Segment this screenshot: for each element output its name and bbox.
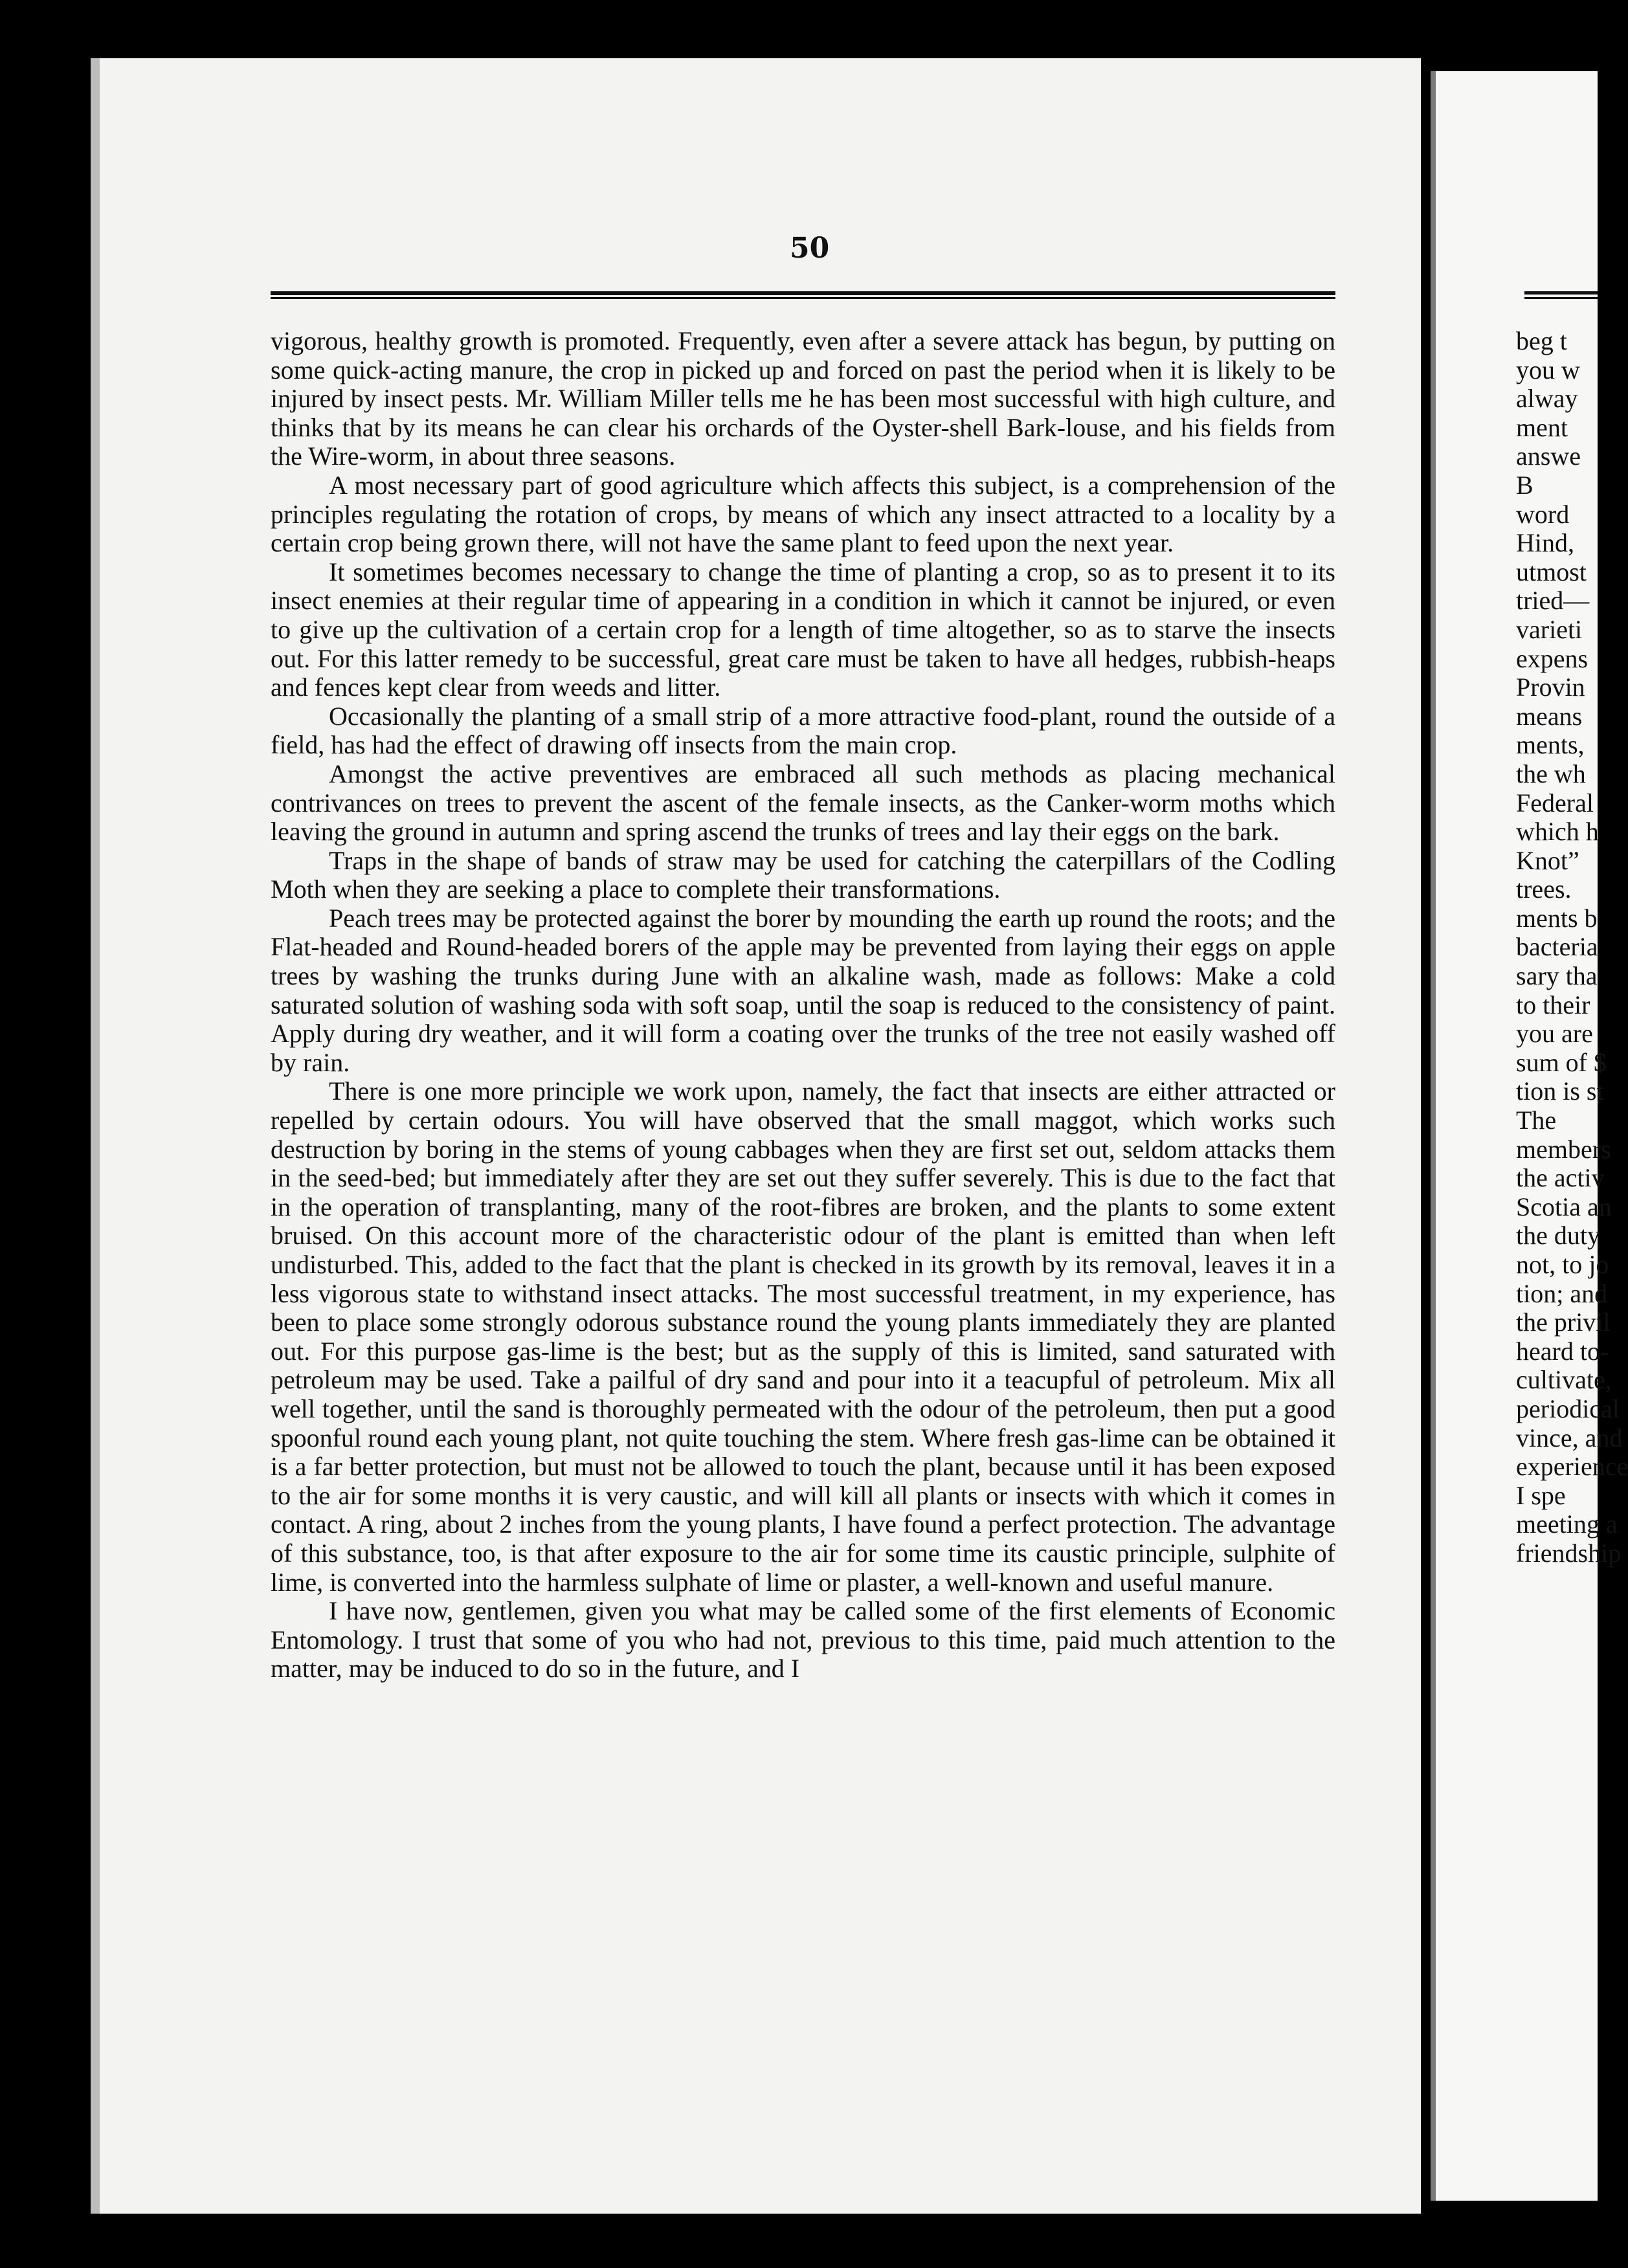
right-column-line: tried—: [1516, 586, 1590, 616]
header-rule: [271, 291, 1335, 299]
right-column-line: beg t: [1516, 326, 1567, 355]
right-column-line: Hind,: [1516, 528, 1574, 558]
right-column-line: Scotia an: [1516, 1192, 1612, 1221]
right-column-line: the wh: [1516, 759, 1586, 788]
right-column-line: cultivate,: [1516, 1365, 1612, 1395]
paragraph: Peach trees may be protected against the borer by mounding the earth up round the roots; and the Flat-headed and Round-headed borers of the apple may be prevented from laying their eggs on apple trees by washing the trunks during June with an alkaline wash, made as follows: Make a cold saturated solution of washing soda with soft soap, until the soap is reduced to the consistency of paint. Apply during dry weather, and it will form a coating over the trunks of the tree not easily washed off by rain.: [271, 903, 1335, 1077]
page-number: 50: [790, 232, 830, 265]
right-column-line: trees.: [1516, 874, 1572, 904]
paragraph: Occasionally the planting of a small strip of a more attractive food-plant, round the outside of a field, has had the effect of drawing off insects from the main crop.: [271, 701, 1335, 760]
paragraph: It sometimes becomes necessary to change the time of planting a crop, so as to present it to its insect enemies at their regular time of appearing in a condition in which it cannot be injured, or even to give up the cultivation of a certain crop for a length of time altogether, so as to starve the insects out. For this latter remedy to be successful, great care must be taken to have all hedges, rubbish-heaps and fences kept clear from weeds and litter.: [271, 557, 1335, 702]
right-column-line: sum of $: [1516, 1047, 1607, 1077]
right-column-line: meeting a: [1516, 1509, 1618, 1539]
right-column-line: bacteria: [1516, 932, 1598, 962]
right-column-line: I spe: [1516, 1480, 1566, 1510]
right-column-line: heard to-: [1516, 1336, 1609, 1366]
right-column-line: ments,: [1516, 730, 1585, 760]
right-column-line: tion; and: [1516, 1278, 1608, 1308]
right-column-line: tion is st: [1516, 1076, 1604, 1106]
paragraph: Amongst the active preventives are embraced all such methods as placing mechanical contrivances on trees to prevent the ascent of the female insects, as the Canker-worm moths which leaving the ground in autumn and spring ascend the trunks of trees and lay their eggs on the bark.: [271, 759, 1335, 847]
paragraph: I have now, gentlemen, given you what may be called some of the first elements of Economic Entomology. I trust that some of you who had not, previous to this time, paid much attention to the matter, may be induced to do so in the future, and I: [271, 1596, 1335, 1684]
right-column-line: vince, and: [1516, 1423, 1623, 1452]
right-column-line: you are: [1516, 1019, 1593, 1049]
right-column-line: word: [1516, 499, 1570, 529]
right-column-line: you w: [1516, 355, 1580, 384]
right-column-line: the privil: [1516, 1307, 1611, 1337]
right-column-line: Knot”: [1516, 845, 1579, 875]
right-column-line: alway: [1516, 384, 1578, 414]
right-column-line: which h: [1516, 817, 1599, 847]
right-column-line: periodical: [1516, 1394, 1620, 1423]
body-text: [271, 327, 1335, 1684]
right-column-line: B: [1516, 470, 1533, 500]
right-column-line: experience: [1516, 1452, 1628, 1482]
paragraph: A most necessary part of good agriculture which affects this subject, is a comprehension of the principles regulating the rotation of crops, by means of which any insect attracted to a locality by a certain crop being grown there, will not have the same plant to feed upon the next year.: [271, 470, 1335, 558]
right-column-line: varieti: [1516, 614, 1583, 644]
right-column-line: answe: [1516, 441, 1581, 471]
right-column-line: means: [1516, 701, 1583, 731]
right-column-line: Federal: [1516, 788, 1594, 817]
right-column-line: expens: [1516, 643, 1589, 673]
right-header-rule: [1524, 291, 1598, 299]
paragraph: vigorous, healthy growth is promoted. Frequently, even after a severe attack has begun, by putting on some quick-acting manure, the crop in picked up and forced on past the period when it is likely to be injured by insect pests. Mr. William Miller tells me he has been most successful with high culture, and thinks that by its means he can clear his orchards of the Oyster-shell Bark-louse, and his fields from the Wire-worm, in about three seasons.: [271, 326, 1335, 471]
right-column-fragments: [1516, 326, 1628, 1568]
right-column-line: to their: [1516, 990, 1590, 1019]
right-column-line: friendship: [1516, 1538, 1622, 1568]
right-column-line: ment: [1516, 412, 1568, 442]
right-column-line: the duty: [1516, 1221, 1600, 1251]
right-column-line: the activ: [1516, 1163, 1605, 1193]
right-column-line: Provin: [1516, 673, 1585, 702]
right-column-line: The: [1516, 1106, 1557, 1135]
right-column-line: utmost: [1516, 557, 1587, 586]
right-column-line: ments b: [1516, 903, 1598, 933]
right-column-line: sary tha: [1516, 961, 1598, 991]
right-column-line: members: [1516, 1134, 1611, 1164]
paragraph: Traps in the shape of bands of straw may be used for catching the caterpillars of the Codling Moth when they are seeking a place to complete their transformations.: [271, 845, 1335, 904]
right-column-line: not, to jo: [1516, 1250, 1609, 1279]
paragraph: There is one more principle we work upon, namely, the fact that insects are either attracted or repelled by certain odours. You will have observed that the small maggot, which works such destruction by boring in the stems of young cabbages when they are first set out, seldom attacks them in the seed-bed; but immediately after they are set out they suffer severely. This is due to the fact that in the operation of transplanting, many of the root-fibres are broken, and the plants to some extent bruised. On this account more of the characteristic odour of the plant is emitted than when left undisturbed. This, added to the fact that the plant is checked in its growth by its removal, leaves it in a less vigorous state to withstand insect attacks. The most successful treatment, in my experience, has been to place some strongly odorous substance round the young plants immediately they are planted out. For this purpose gas-lime is the best; but as the supply of this is limited, sand saturated with petroleum may be used. Take a pailful of dry sand and pour into it a teacupful of petroleum. Mix all well together, until the sand is thoroughly permeated with the odour of the petroleum, then put a good spoonful round each young plant, not quite touching the stem. Where fresh gas-lime can be obtained it is a far better protection, but must not be allowed to touch the plant, because until it has been exposed to the air for some months it is very caustic, and will kill all plants or insects with which it comes in contact. A ring, about 2 inches from the young plants, I have found a perfect protection. The advantage of this substance, too, is that after exposure to the air for some time its caustic principle, sulphite of lime, is converted into the harmless sulphate of lime or plaster, a well-known and useful manure.: [271, 1076, 1335, 1597]
